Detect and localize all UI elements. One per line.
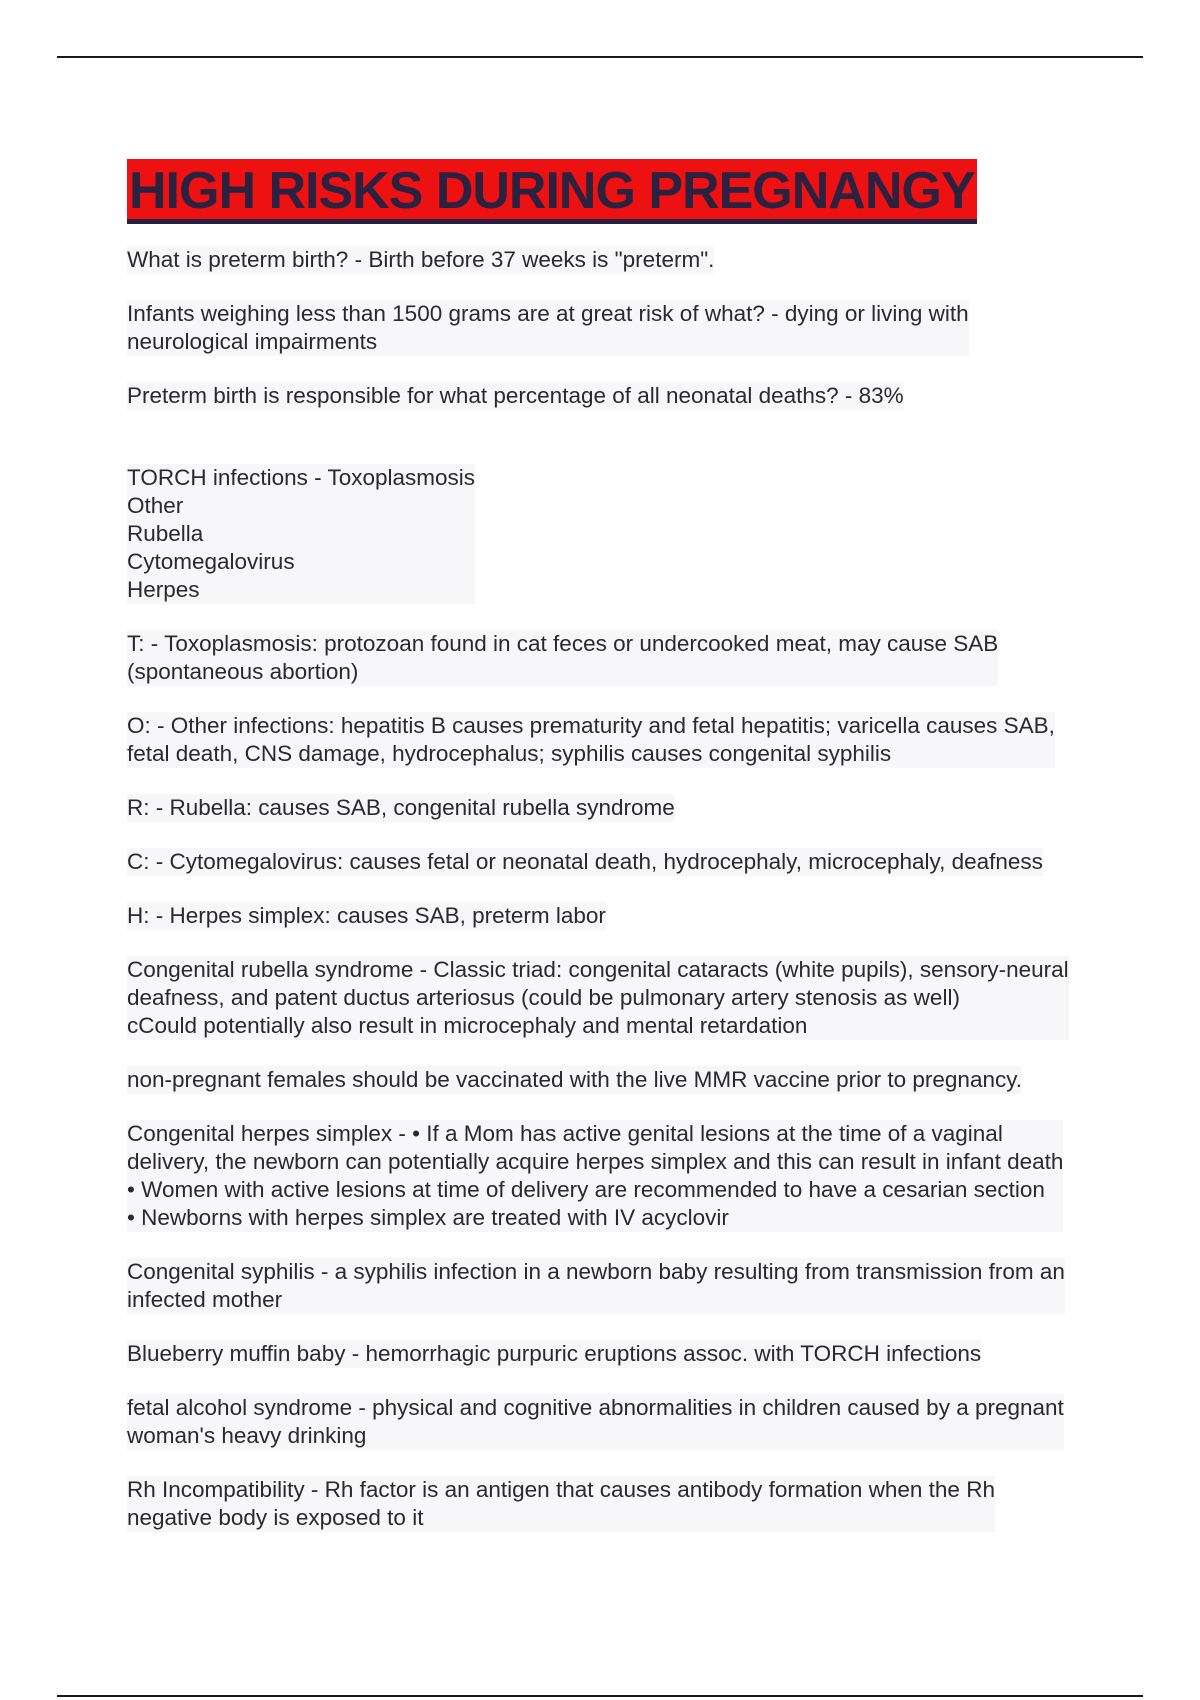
title-highlight [127, 159, 977, 224]
flashcard-congenital-syphilis: Congenital syphilis - a syphilis infection in a newborn baby resulting from transmission from an infected mother [127, 1259, 1065, 1312]
flashcard-torch-r: R: - Rubella: causes SAB, congenital rubella syndrome [127, 795, 675, 820]
flashcard-torch-h: H: - Herpes simplex: causes SAB, preterm labor [127, 903, 606, 928]
flashcard-mmr-vaccine: non-pregnant females should be vaccinated with the live MMR vaccine prior to pregnancy. [127, 1067, 1023, 1092]
flashcard-preterm-birth: What is preterm birth? - Birth before 37 weeks is "preterm". [127, 247, 715, 272]
page-bottom-rule [57, 1695, 1143, 1697]
flashcard-torch-o: O: - Other infections: hepatitis B causes prematurity and fetal hepatitis; varicella causes SAB, fetal death, CNS damage, hydrocephalus; syphilis causes congenital syphilis [127, 713, 1055, 766]
document-title: HIGH RISKS DURING PREGNANGY [129, 162, 975, 220]
flashcard-torch-c: C: - Cytomegalovirus: causes fetal or neonatal death, hydrocephaly, microcephaly, deafness [127, 849, 1043, 874]
flashcard-neonatal-deaths: Preterm birth is responsible for what percentage of all neonatal deaths? - 83% [127, 383, 904, 408]
flashcard-congenital-rubella: Congenital rubella syndrome - Classic triad: congenital cataracts (white pupils), sensory-neural deafness, and patent ductus arteriosus (could be pulmonary artery stenosis as well) cCould potentially also result in microcephaly and mental retardation [127, 957, 1069, 1038]
flashcard-infant-weight: Infants weighing less than 1500 grams are at great risk of what? - dying or living with neurological impairments [127, 301, 969, 354]
document-body [127, 159, 1147, 1558]
flashcard-torch-infections: TORCH infections - Toxoplasmosis Other Rubella Cytomegalovirus Herpes [127, 465, 476, 602]
flashcard-torch-t: T: - Toxoplasmosis: protozoan found in cat feces or undercooked meat, may cause SAB (spontaneous abortion) [127, 631, 999, 684]
flashcard-blueberry-muffin-baby: Blueberry muffin baby - hemorrhagic purpuric eruptions assoc. with TORCH infections [127, 1341, 982, 1366]
flashcard-congenital-herpes: Congenital herpes simplex - • If a Mom has active genital lesions at the time of a vaginal delivery, the newborn can potentially acquire herpes simplex and this can result in infant death • Women with active lesions at time of delivery are recommended to have a cesarian section • Newborns with herpes simplex are treated with IV acyclovir [127, 1121, 1064, 1230]
flashcard-fetal-alcohol-syndrome: fetal alcohol syndrome - physical and cognitive abnormalities in children caused by a pregnant woman's heavy drinking [127, 1395, 1064, 1448]
page-top-rule [57, 56, 1143, 58]
flashcard-rh-incompatibility: Rh Incompatibility - Rh factor is an antigen that causes antibody formation when the Rh negative body is exposed to it [127, 1477, 995, 1530]
